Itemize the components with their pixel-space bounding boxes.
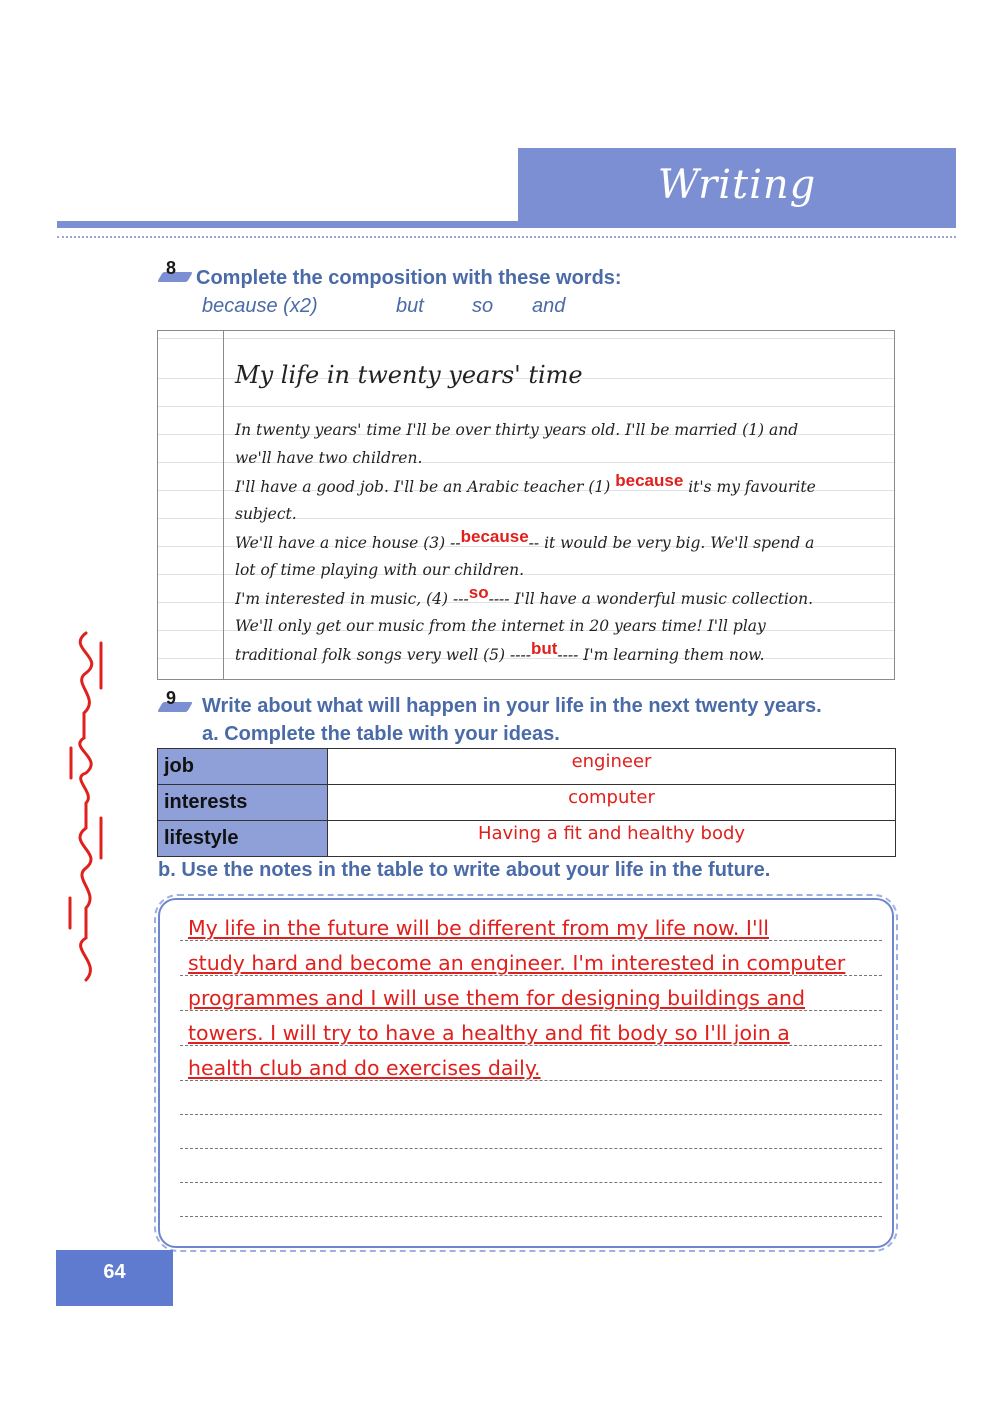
margin-line (223, 331, 224, 679)
composition-line: traditional folk songs very well (5) ----but---- I'm learning them now. (235, 639, 765, 664)
ideas-table (157, 748, 896, 857)
exercise-8-number: 8 (166, 258, 177, 278)
composition-box (157, 330, 895, 680)
section-title: Writing (657, 162, 817, 208)
exercise-9-part-a: a. Complete the table with your ideas. (202, 723, 560, 745)
answer-blank: so (468, 583, 489, 602)
writing-rule (180, 1080, 882, 1081)
written-answer-line: programmes and I will use them for designing buildings and (188, 986, 806, 1010)
table-value[interactable]: engineer (328, 749, 896, 785)
composition-line: subject. (235, 505, 297, 523)
composition-line: We'll have a nice house (3) --because-- it would be very big. We'll spend a (235, 527, 815, 552)
word-bank-item: so (472, 295, 494, 317)
composition-line: We'll only get our music from the internet in 20 years time! I'll play (235, 617, 766, 635)
answer-blank: because (460, 527, 529, 546)
answer-blank: but (530, 639, 558, 658)
writing-rule (180, 1148, 882, 1149)
table-label: job (158, 749, 328, 785)
table-label: lifestyle (158, 821, 328, 857)
writing-rule (180, 975, 882, 976)
composition-title: My life in twenty years' time (235, 361, 583, 389)
writing-rule (180, 1010, 882, 1011)
table-value[interactable]: computer (328, 785, 896, 821)
word-bank-item: but (396, 295, 424, 317)
writing-rule (180, 940, 882, 941)
dotted-divider (57, 236, 956, 238)
exercise-9-number: 9 (166, 688, 177, 708)
exercise-8-instruction: Complete the composition with these words: (196, 267, 622, 289)
table-row (158, 785, 896, 821)
signature (56, 628, 116, 988)
exercise-9-part-b: b. Use the notes in the table to write about your life in the future. (158, 859, 771, 881)
header-band (518, 148, 956, 228)
writing-rule (180, 1182, 882, 1183)
writing-box[interactable] (158, 898, 894, 1248)
composition-line: we'll have two children. (235, 449, 423, 467)
writing-rule (180, 1216, 882, 1217)
table-label: interests (158, 785, 328, 821)
answer-blank: because (615, 471, 684, 490)
exercise-9-instruction: Write about what will happen in your life in the next twenty years. (202, 695, 822, 717)
table-value[interactable]: Having a fit and healthy body (328, 821, 896, 857)
composition-line: In twenty years' time I'll be over thirty years old. I'll be married (1) and (235, 421, 799, 439)
written-answer-line: towers. I will try to have a healthy and fit body so I'll join a (188, 1021, 790, 1045)
written-answer-line: health club and do exercises daily. (188, 1056, 541, 1080)
table-row (158, 749, 896, 785)
composition-line: I'll have a good job. I'll be an Arabic teacher (1) because it's my favourite (235, 471, 816, 496)
header-rule (57, 221, 519, 228)
composition-line: I'm interested in music, (4) ---so---- I'll have a wonderful music collection. (235, 583, 814, 608)
page-number: 64 (56, 1250, 173, 1306)
table-row (158, 821, 896, 857)
written-answer-line: study hard and become an engineer. I'm interested in computer (188, 951, 846, 975)
written-answer-line: My life in the future will be different from my life now. I'll (188, 916, 769, 940)
writing-rule (180, 1114, 882, 1115)
word-bank-item: because (x2) (202, 295, 318, 317)
word-bank-item: and (532, 295, 566, 317)
composition-line: lot of time playing with our children. (235, 561, 525, 579)
writing-rule (180, 1045, 882, 1046)
